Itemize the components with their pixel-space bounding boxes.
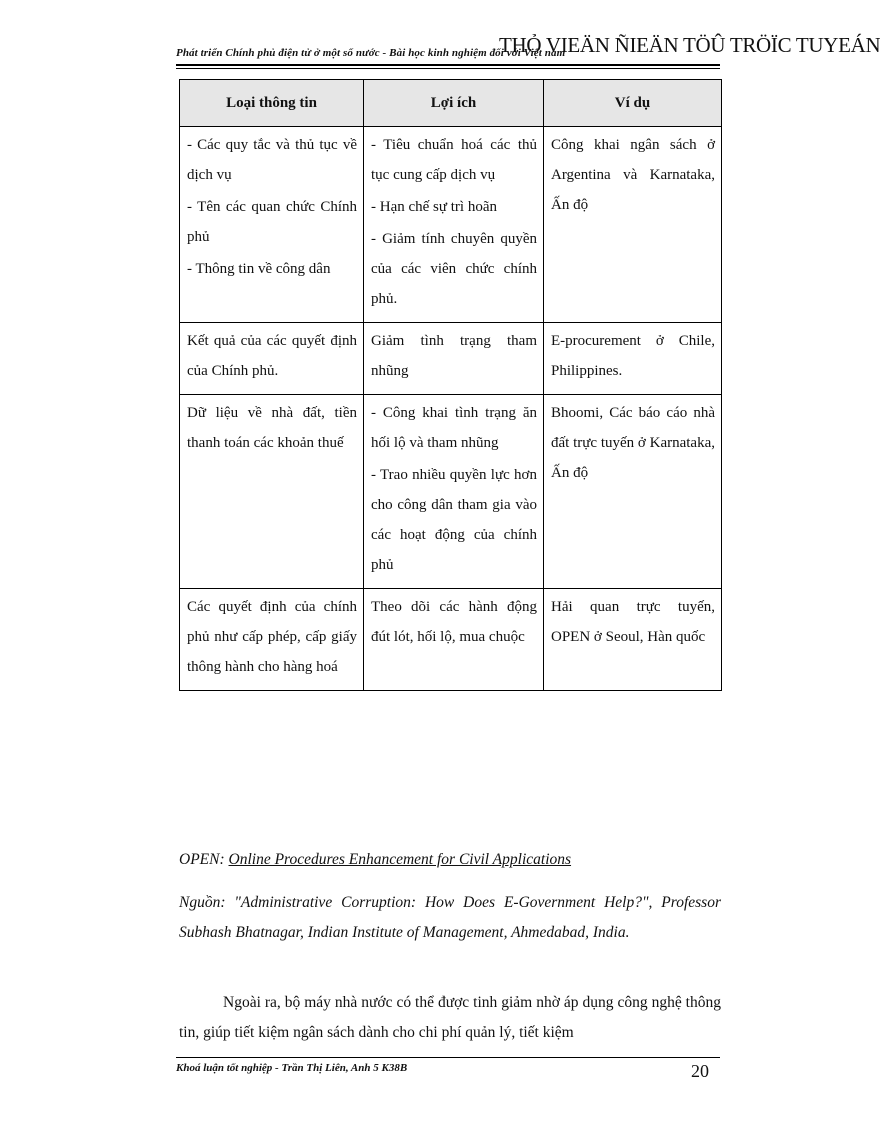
cell-benefit <box>364 323 544 395</box>
table-header-row <box>180 80 722 127</box>
cell-line: Giảm tình trạng tham nhũng <box>371 333 537 379</box>
footer-rule <box>176 1057 720 1058</box>
table-row <box>180 323 722 395</box>
cell-type <box>180 395 364 589</box>
library-title: THỎ VIEÄN ÑIEÄN TÖÛ TRÖÏC TUYEÁN <box>499 33 880 57</box>
cell-line: - Tiêu chuẩn hoá các thủ tục cung cấp dịch vụ <box>371 137 537 183</box>
cell-line: Theo dõi các hành động đút lót, hối lộ, mua chuộc <box>371 599 537 645</box>
cell-line: Công khai ngân sách ở Argentina và Karnataka, Ấn độ <box>551 137 715 213</box>
cell-line: Bhoomi, Các báo cáo nhà đất trực tuyến ở Karnataka, Ấn độ <box>551 405 715 481</box>
cell-benefit <box>364 127 544 323</box>
body-paragraph: Ngoài ra, bộ máy nhà nước có thể được tinh giảm nhờ áp dụng công nghệ thông tin, giúp tiết kiệm ngân sách dành cho chi phí quản lý, tiết kiệm <box>179 994 721 1041</box>
cell-line: - Trao nhiều quyền lực hơn cho công dân tham gia vào các hoạt động của chính phủ <box>371 467 537 573</box>
cell-example <box>544 395 722 589</box>
header-rule-thick <box>176 64 720 66</box>
column-header-benefit: Lợi ích <box>364 80 544 127</box>
note-expansion: Online Procedures Enhancement for Civil Applications <box>228 851 572 868</box>
page-number: 20 <box>691 1061 709 1081</box>
cell-line: - Các quy tắc và thủ tục về dịch vụ <box>187 137 357 183</box>
footer-author: Khoá luận tốt nghiệp - Trần Thị Liên, Anh 5 K38B <box>176 1062 408 1074</box>
cell-benefit <box>364 395 544 589</box>
cell-type <box>180 589 364 691</box>
source-citation: Nguồn: "Administrative Corruption: How Does E-Government Help?", Professor Subhash Bhatnagar, Indian Institute of Management, Ahmedabad, India. <box>179 894 721 941</box>
cell-line: E-procurement ở Chile, Philippines. <box>551 333 715 379</box>
note-label: OPEN: <box>179 851 225 868</box>
cell-line: - Giảm tính chuyên quyền của các viên chức chính phủ. <box>371 231 537 307</box>
information-table <box>179 79 722 691</box>
cell-example <box>544 127 722 323</box>
table-row <box>180 589 722 691</box>
cell-line: Kết quả của các quyết định của Chính phủ. <box>187 333 357 379</box>
cell-line: - Tên các quan chức Chính phủ <box>187 199 357 245</box>
cell-line: - Hạn chế sự trì hoãn <box>371 199 498 215</box>
column-header-example: Ví dụ <box>544 80 722 127</box>
table-row <box>180 127 722 323</box>
document-subtitle: Phát triển Chính phủ điện tử ở một số nước - Bài học kinh nghiệm đối với Việt nam <box>176 47 566 59</box>
cell-type <box>180 323 364 395</box>
cell-line: - Công khai tình trạng ăn hối lộ và tham nhũng <box>371 405 537 451</box>
cell-line: Các quyết định của chính phủ như cấp phép, cấp giấy thông hành cho hàng hoá <box>187 599 357 675</box>
cell-benefit <box>364 589 544 691</box>
column-header-type: Loại thông tin <box>180 80 364 127</box>
cell-example <box>544 323 722 395</box>
header-rule-thin <box>176 68 720 69</box>
cell-line: - Thông tin về công dân <box>187 261 331 277</box>
cell-line: Hải quan trực tuyến, OPEN ở Seoul, Hàn quốc <box>551 599 715 645</box>
cell-example <box>544 589 722 691</box>
cell-type <box>180 127 364 323</box>
table-row <box>180 395 722 589</box>
abbreviation-note <box>179 851 571 869</box>
cell-line: Dữ liệu về nhà đất, tiền thanh toán các khoản thuế <box>187 405 357 451</box>
